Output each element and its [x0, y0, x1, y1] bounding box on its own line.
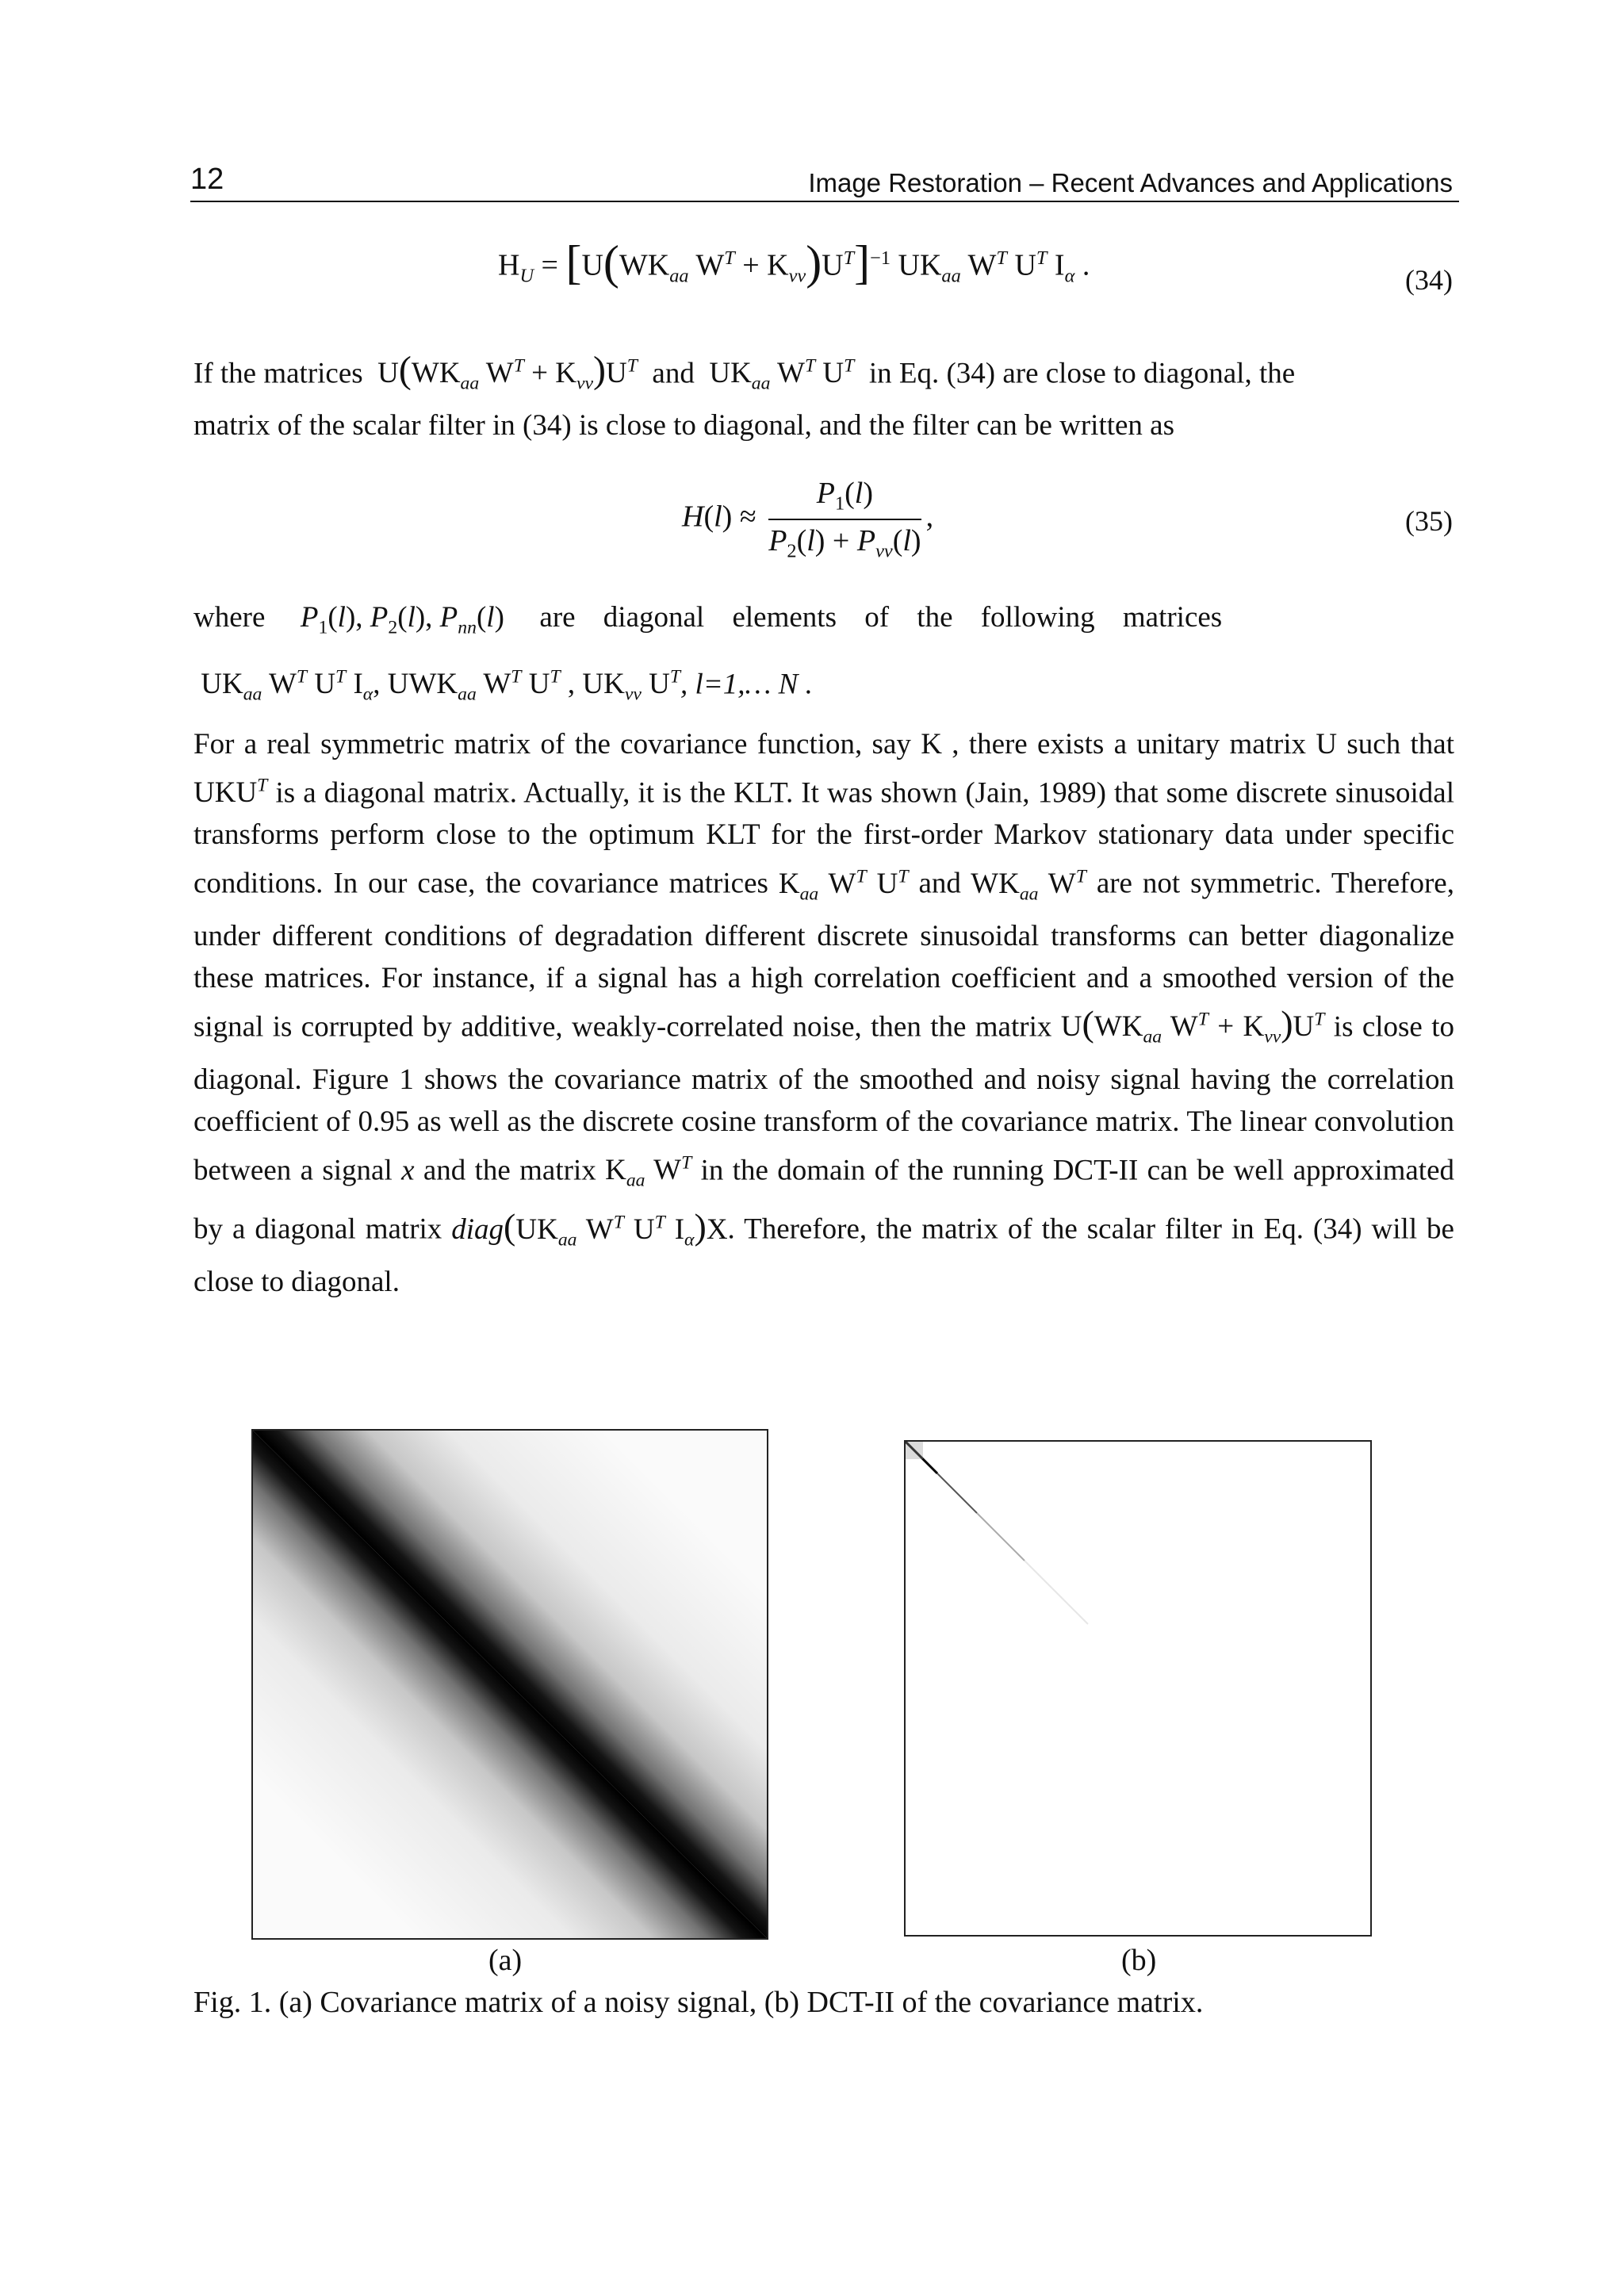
fraction: $\frac{P_1(l)}{P_2(l) + P_{\nu\nu}(l)}$	[768, 477, 921, 562]
p3-text: is close to diagonal. Figure 1 shows the covariance matrix of the smoothed and noisy signal having the correlation coefficient of 0.95 as well as the discrete cosine transform of the covariance matrix. The linear convolution between a signal	[193, 1010, 1454, 1187]
paragraph-1-line-2: matrix of the scalar filter in (34) is close to diagonal, and the filter can be written as	[193, 409, 1175, 442]
p3-text: . Therefore, the matrix of the scalar filter in Eq. (34) will be close to diagonal.	[193, 1213, 1454, 1299]
p2-rest: are diagonal elements of the following matrices	[539, 601, 1223, 634]
paragraph-1	[193, 346, 1454, 405]
figure-panel-a	[251, 1429, 768, 1940]
p1-text-a: If the matrices	[193, 357, 363, 390]
p1-text-c: in Eq. (34) are close to diagonal, the	[868, 357, 1296, 390]
p3-text: , there exists a unitary matrix	[952, 728, 1307, 760]
p3-text: are not symmetric. Therefore, under different conditions of degradation different discrete sinusoidal transforms can better diagonalize these matrices. For instance, if a signal has a high correlation coefficient and a smoothed version of the signal is corrupted by additive, weakly-correlated noise, then the matrix	[193, 867, 1454, 1044]
paragraph-2	[193, 596, 1454, 649]
running-title: Image Restoration – Recent Advances and Applications	[808, 168, 1453, 197]
p3-text: For a real symmetric matrix of the covariance function, say	[193, 728, 911, 760]
math-inline: $UK_{aa}$ $W^T$ $U^T$	[702, 356, 855, 394]
figure-panel-b	[904, 1440, 1372, 1937]
p3-text: such that	[1346, 728, 1454, 760]
p3-text: in the domain of the running DCT-II can be well approximated by a diagonal matrix	[193, 1154, 1455, 1246]
equation-34: $H_U = [U(WK_{aa}$ $W^T + K_{\nu\nu})U^T]^{-1}$ $UK_{aa}$ $W^T$ $U^T$ $I_\alpha$ .	[498, 236, 1090, 289]
p3-text: and the matrix	[423, 1154, 596, 1187]
dct-matrix-image	[906, 1442, 1370, 1935]
math-inline: $U(WK_{aa}$ $W^T + K_{\nu\nu})U^T$	[370, 349, 638, 394]
page-number: 12	[190, 163, 224, 196]
equation-35-number: (35)	[1405, 505, 1453, 537]
p2-tail: , l=1,… N .	[680, 668, 813, 701]
equation-35: H(l) ≈ $\frac{P_1(l)}{P_2(l) + P_{\nu\nu}(l)}$ ,	[682, 477, 934, 562]
paragraph-2-line-2	[193, 657, 1454, 716]
figure-caption: Fig. 1. (a) Covariance matrix of a noisy signal, (b) DCT-II of the covariance matrix.	[193, 1986, 1204, 2019]
p2-where: where	[193, 601, 266, 634]
p1-text-b: and	[652, 357, 695, 390]
subfigure-label-a: (a)	[488, 1944, 523, 1977]
math-inline: $UK_{aa}$ $W^T$ $U^T$ $I_\alpha$, $UWK_{aa}$ $W^T$ $U^T$ , $UK_{\nu\nu}$ $U^T$	[193, 667, 680, 705]
math-inline: $P_1(l)$, $P_2(l)$, $P_{nn}(l)$	[300, 601, 512, 638]
covariance-matrix-image	[253, 1431, 767, 1938]
subfigure-label-b: (b)	[1121, 1944, 1157, 1977]
equation-34-number: (34)	[1405, 264, 1453, 296]
p3-text: and	[918, 867, 961, 900]
page-header	[190, 163, 1459, 202]
paragraph-3: For a real symmetric matrix of the covariance function, say K , there exists a unitary matrix U such that $UKU^T$ is a diagonal matrix. Actually, it is the KLT. It was shown (Jain, 1989) that some discrete sinusoidal transforms perform close to the optimum KLT for the first-order Markov stationary data under specific conditions. In our case, the covariance matrices $K_{aa}$ $W^T$ $U^T$ and $WK_{aa}$ $W^T$ are not symmetric. Therefore, under different conditions of degradation different discrete sinusoidal transforms can better diagonalize these matrices. For instance, if a signal has a high correlation coefficient and a smoothed version of the signal is corrupted by additive, weakly-correlated noise, then the matrix $U(WK_{aa}$ $W^T + K_{\nu\nu})U^T$ is close to diagonal. Figure 1 shows the covariance matrix of the smoothed and noisy signal having the correlation coefficient of 0.95 as well as the discrete cosine transform of the covariance matrix. The linear convolution between a signal x and the matrix $K_{aa}$ $W^T$ in the domain of the running DCT-II can be well approximated by a diagonal matrix $diag(UK_{aa}$ $W^T$ $U^T$ $I_\alpha)X$. Therefore, the matrix of the scalar filter in Eq. (34) will be close to diagonal.	[193, 728, 1455, 1299]
p3-text: is a diagonal matrix. Actually, it is the KLT. It was shown (Jain, 1989) that some discrete sinusoidal transforms perform close to the optimum KLT for the first-order Markov stationary data under specific conditions. In our case, the covariance matrices	[193, 776, 1454, 900]
